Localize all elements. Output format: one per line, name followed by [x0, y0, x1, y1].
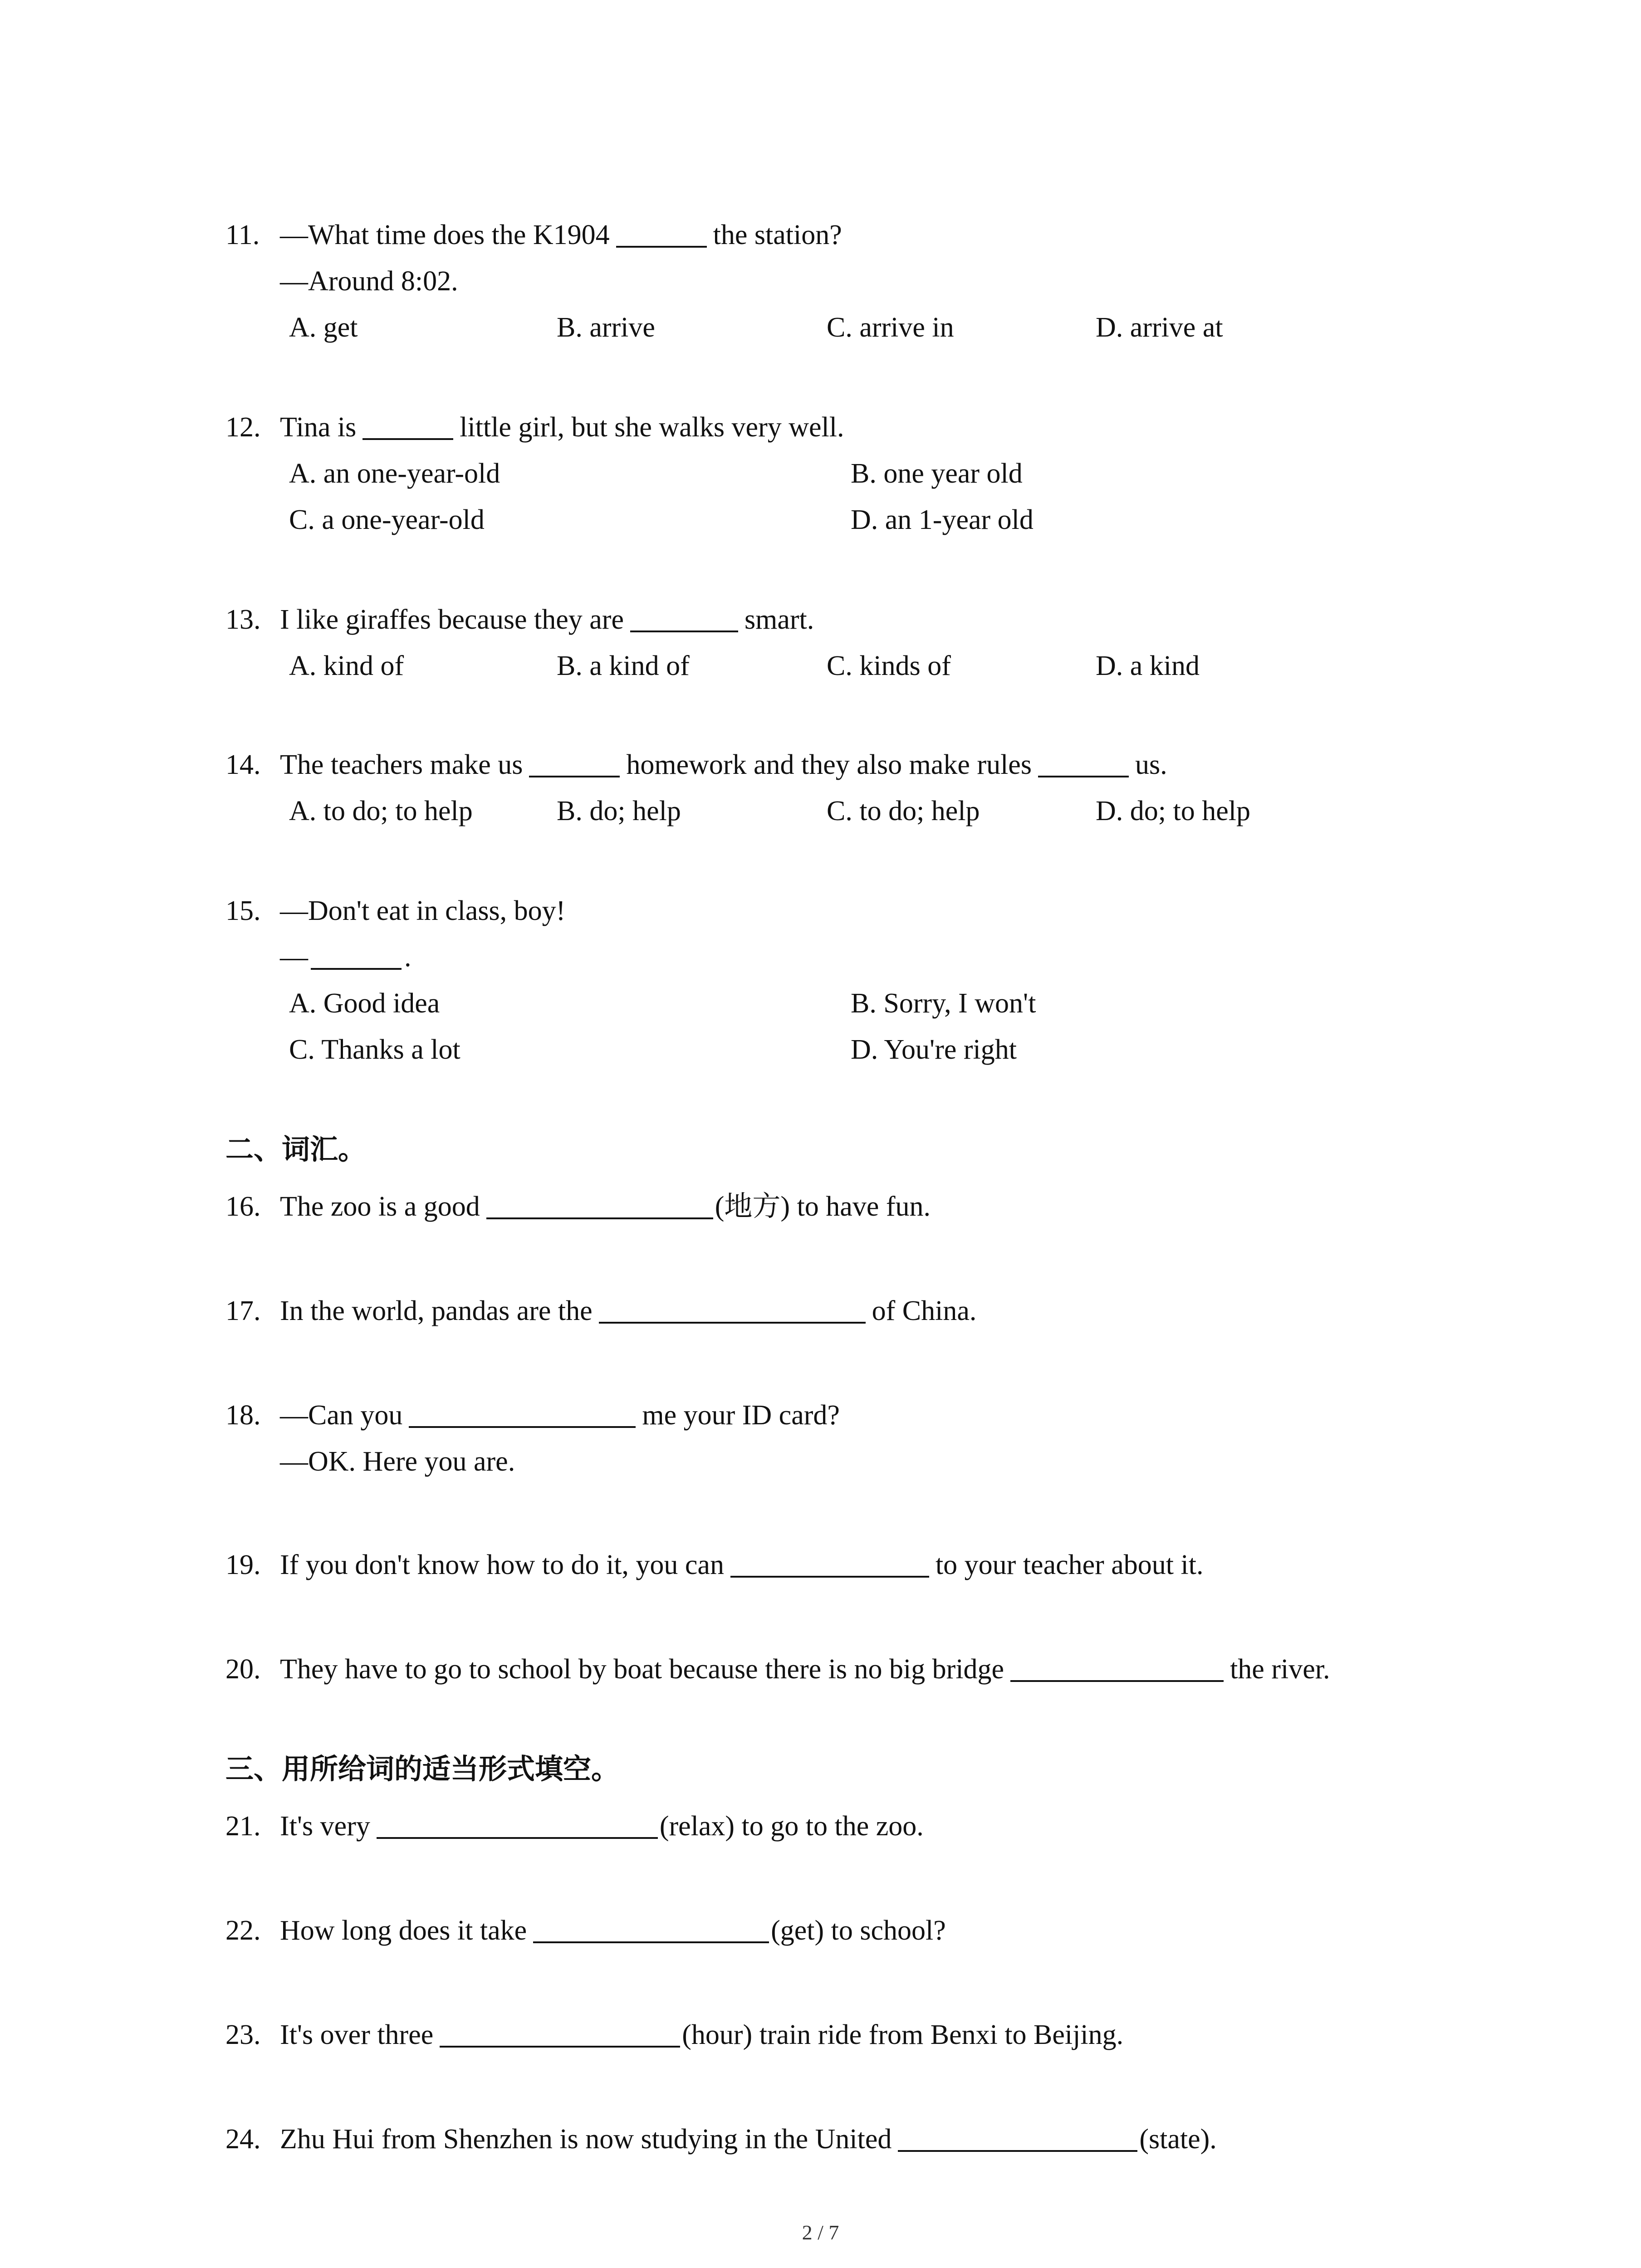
question-stem: —Don't eat in class, boy! — [280, 895, 566, 926]
question-reply: — . — [280, 939, 411, 975]
question-number: 24. — [225, 2124, 261, 2155]
answer-blank[interactable] — [533, 1913, 769, 1943]
option-b[interactable]: B. one year old — [851, 458, 1023, 489]
question-number: 21. — [225, 1811, 261, 1842]
answer-blank[interactable] — [377, 1809, 658, 1839]
option-a[interactable]: A. get — [289, 312, 358, 343]
option-b[interactable]: B. Sorry, I won't — [851, 988, 1036, 1019]
option-c[interactable]: C. kinds of — [827, 650, 951, 681]
question-number: 18. — [225, 1400, 261, 1431]
question-number: 22. — [225, 1915, 261, 1946]
answer-blank-1[interactable] — [529, 748, 620, 777]
question-reply: —OK. Here you are. — [280, 1446, 515, 1477]
question-stem: I like giraffes because they are smart. — [280, 601, 814, 638]
option-a[interactable]: A. kind of — [289, 650, 404, 681]
question-number: 16. — [225, 1191, 261, 1222]
answer-blank[interactable] — [1010, 1652, 1224, 1682]
option-d[interactable]: D. do; to help — [1096, 796, 1250, 826]
option-b[interactable]: B. arrive — [557, 312, 655, 343]
question-number: 17. — [225, 1295, 261, 1326]
answer-blank-2[interactable] — [1038, 748, 1129, 777]
answer-blank[interactable] — [486, 1189, 713, 1219]
section-title: 二、词汇。 — [225, 1133, 367, 1166]
option-b[interactable]: B. do; help — [557, 796, 681, 826]
option-a[interactable]: A. an one-year-old — [289, 458, 500, 489]
option-d[interactable]: D. arrive at — [1096, 312, 1223, 343]
question-number: 20. — [225, 1654, 261, 1685]
question-number: 15. — [225, 895, 261, 926]
answer-blank[interactable] — [362, 410, 453, 440]
question-stem: —What time does the K1904 the station? — [280, 217, 842, 253]
option-c[interactable]: C. Thanks a lot — [289, 1034, 460, 1065]
question-number: 19. — [225, 1549, 261, 1580]
question-number: 12. — [225, 412, 261, 443]
answer-blank[interactable] — [630, 602, 738, 632]
option-c[interactable]: C. arrive in — [827, 312, 954, 343]
section-title: 三、用所给词的适当形式填空。 — [225, 1752, 620, 1785]
question-stem: Tina is little girl, but she walks very well. — [280, 409, 844, 445]
option-a[interactable]: A. Good idea — [289, 988, 440, 1019]
answer-blank[interactable] — [599, 1294, 866, 1324]
option-b[interactable]: B. a kind of — [557, 650, 690, 681]
question-number: 13. — [225, 604, 261, 635]
option-a[interactable]: A. to do; to help — [289, 796, 473, 826]
question-reply: —Around 8:02. — [280, 266, 458, 297]
answer-blank[interactable] — [311, 940, 402, 970]
option-d[interactable]: D. an 1-year old — [851, 504, 1034, 535]
answer-blank[interactable] — [616, 218, 707, 248]
page-number: 2 / 7 — [802, 2221, 839, 2244]
option-c[interactable]: C. a one-year-old — [289, 504, 485, 535]
question-number: 11. — [225, 220, 260, 250]
option-c[interactable]: C. to do; help — [827, 796, 980, 826]
answer-blank[interactable] — [440, 2018, 680, 2048]
option-d[interactable]: D. a kind — [1096, 650, 1200, 681]
question-stem: The teachers make us homework and they also make rules us. — [280, 747, 1167, 783]
worksheet-page: 11. —What time does the K1904 the station? —Around 8:02. A. get B. arrive C. arrive in D. arrive at 12. Tina is little girl, but she walks very well. A. an one-year-old B. one year old C. a one-year-old D. an 1-year old 13. I like giraffes because they are smart. A. kind of B. a kind of C. kinds of D. a kind 14. The teachers make us homework and they also make rules us. A. to do; to help B. do; help C. to do; help D. do; to help 15. —Don't eat in class, boy! — . A. Good idea B. Sorry, I won't C. Thanks a lot D. You're right 二、词汇。 16. The zoo is a good (地方) to have fun. 17. In the world, pandas are the of China. 18. —Can you me your ID card? —OK. Here you are. 19. If you don't know how to do it, you can to your teacher about it. 20. They have to go to school by boat because there is no big bridge the river. 三、用所给词的适当形式填空。 21. It's very (relax) to go to the zoo. 22. How long does it take (get) to school? 23. It's over three (hour) train ride from Benxi to Beijing. 24. Zhu Hui from Shenzhen is now studying in the United (state). 2 / 7 — [0, 0, 1641, 2268]
answer-blank[interactable] — [898, 2122, 1137, 2152]
question-number: 14. — [225, 749, 261, 780]
answer-blank[interactable] — [730, 1548, 929, 1578]
question-number: 23. — [225, 2019, 261, 2050]
answer-blank[interactable] — [409, 1398, 636, 1428]
option-d[interactable]: D. You're right — [851, 1034, 1017, 1065]
